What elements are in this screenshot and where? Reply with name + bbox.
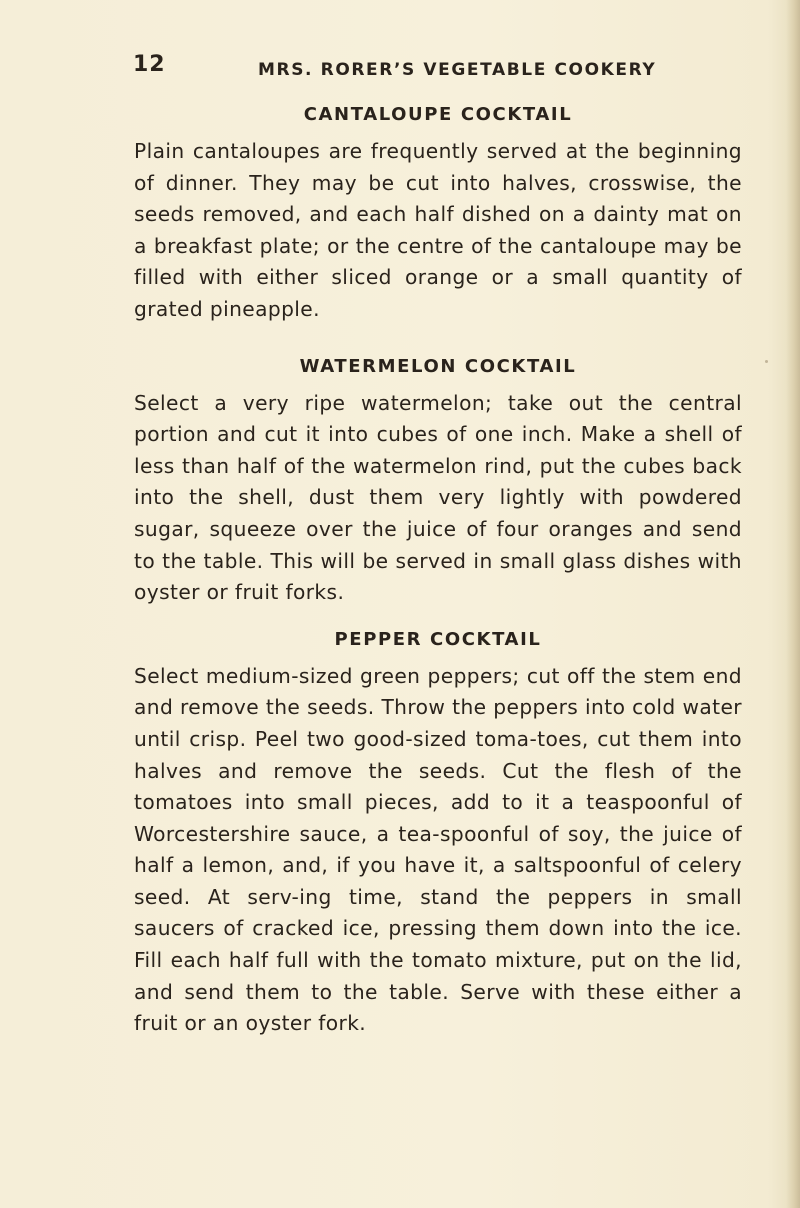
page-number: 12 (133, 52, 166, 77)
running-title: MRS. RORER’S VEGETABLE COOKERY (258, 60, 657, 80)
page-content (134, 100, 742, 1040)
paper-speck (765, 360, 768, 363)
section-text: Plain cantaloupes are frequently served at the beginning of dinner. They may be cut into halves, crosswise, the seeds removed, and each half dished on a dainty mat on a breakfast plate; or the centre of the cantaloupe may be filled with either sliced orange or a small quantity of grated pineapple. (134, 139, 742, 321)
section-watermelon-cocktail (134, 352, 742, 609)
page-edge-shadow (786, 0, 800, 1208)
section-heading: WATERMELON COCKTAIL (299, 355, 577, 377)
section-cantaloupe-cocktail (134, 100, 742, 326)
section-heading: CANTALOUPE COCKTAIL (303, 104, 573, 125)
section-text: Select medium-sized green peppers; cut off the stem end and remove the seeds. Throw the peppers into cold water until crisp. Peel two good-sized toma-toes, cut them into halves and remove the seeds. Cut the flesh of the tomatoes into small pieces, add to it a teaspoonful of Worcestershire sauce, a tea-spoonful of soy, the juice of half a lemon, and, if you have it, a saltspoonful of celery seed. At serv-ing time, stand the peppers in small saucers of cracked ice, pressing them down into the ice. Fill each half full with the tomato mixture, put on the lid, and send them to the table. Serve with these either a fruit or an oyster fork. (134, 663, 742, 1036)
running-head (133, 52, 753, 92)
section-pepper-cocktail (134, 625, 742, 1040)
section-text: Select a very ripe watermelon; take out the central portion and cut it into cubes of one inch. Make a shell of less than half of the watermelon rind, put the cubes back into the shell, dust them very lightly with powdered sugar, squeeze over the juice of four oranges and send to the table. This will be served in small glass dishes with oyster or fruit forks. (134, 390, 742, 605)
section-heading: PEPPER COCKTAIL (334, 628, 542, 650)
